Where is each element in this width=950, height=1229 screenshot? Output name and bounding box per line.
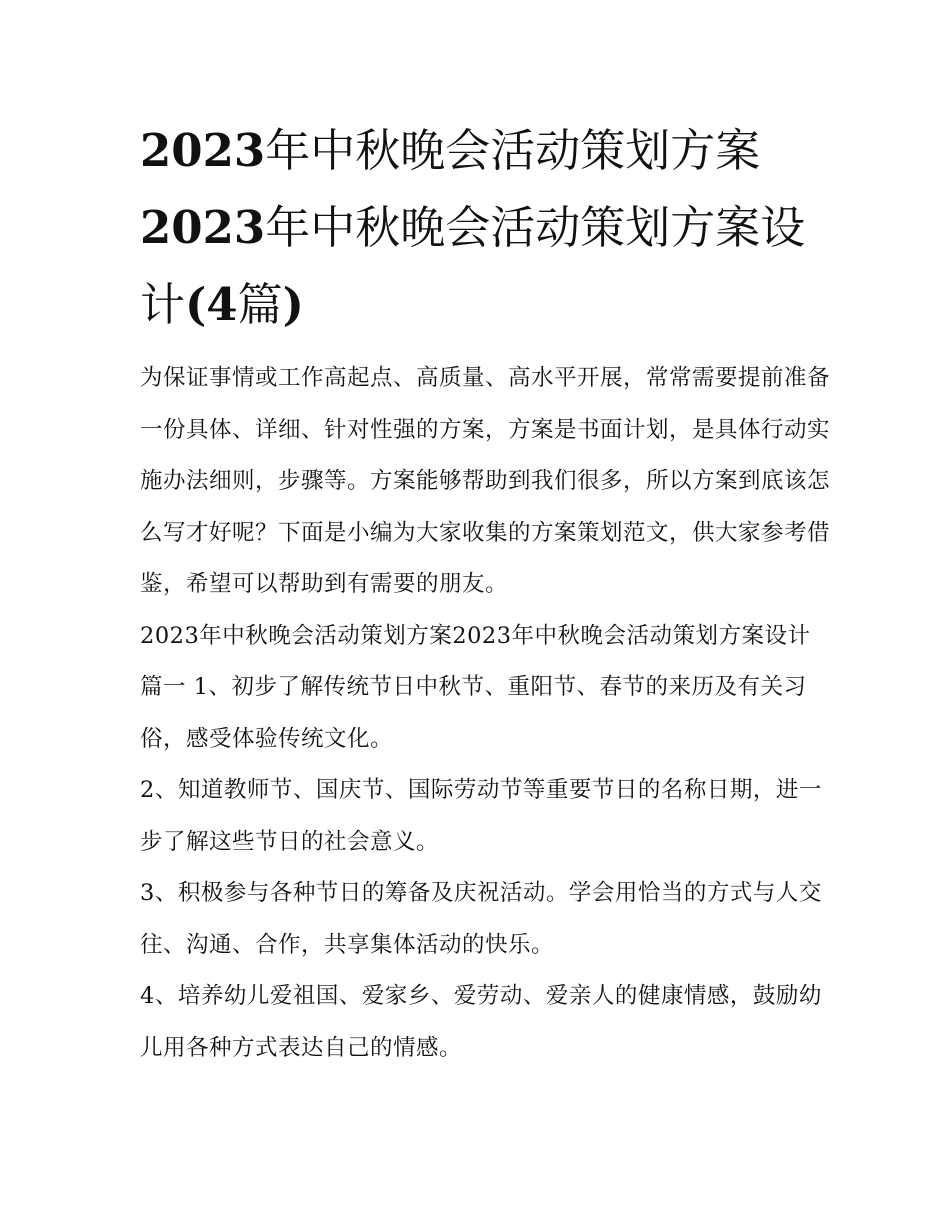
document-title: 2023年中秋晚会活动策划方案2023年中秋晚会活动策划方案设计(4篇) [140,124,806,331]
goal-two-paragraph: 2、知道教师节、国庆节、国际劳动节等重要节日的名称日期，进一步了解这些节日的社会意义。 [140,777,822,855]
goal-three-paragraph: 3、积极参与各种节日的筹备及庆祝活动。学会用恰当的方式与人交往、沟通、合作，共享集体活动的快乐。 [140,880,822,958]
document-page [140,112,830,1074]
intro-paragraph: 为保证事情或工作高起点、高质量、高水平开展，常常需要提前准备一份具体、详细、针对性强的方案，方案是书面计划，是具体行动实施办法细则，步骤等。方案能够帮助到我们很多，所以方案到底该怎么写才好呢？下面是小编为大家收集的方案策划范文，供大家参考借鉴，希望可以帮助到有需要的朋友。 [140,365,831,597]
goal-four-paragraph: 4、培养幼儿爱祖国、爱家乡、爱劳动、爱亲人的健康情感，鼓励幼儿用各种方式表达自己的情感。 [140,983,822,1061]
section-one-paragraph: 2023年中秋晚会活动策划方案2023年中秋晚会活动策划方案设计篇一 1、初步了解传统节日中秋节、重阳节、春节的来历及有关习俗，感受体验传统文化。 [140,622,811,752]
